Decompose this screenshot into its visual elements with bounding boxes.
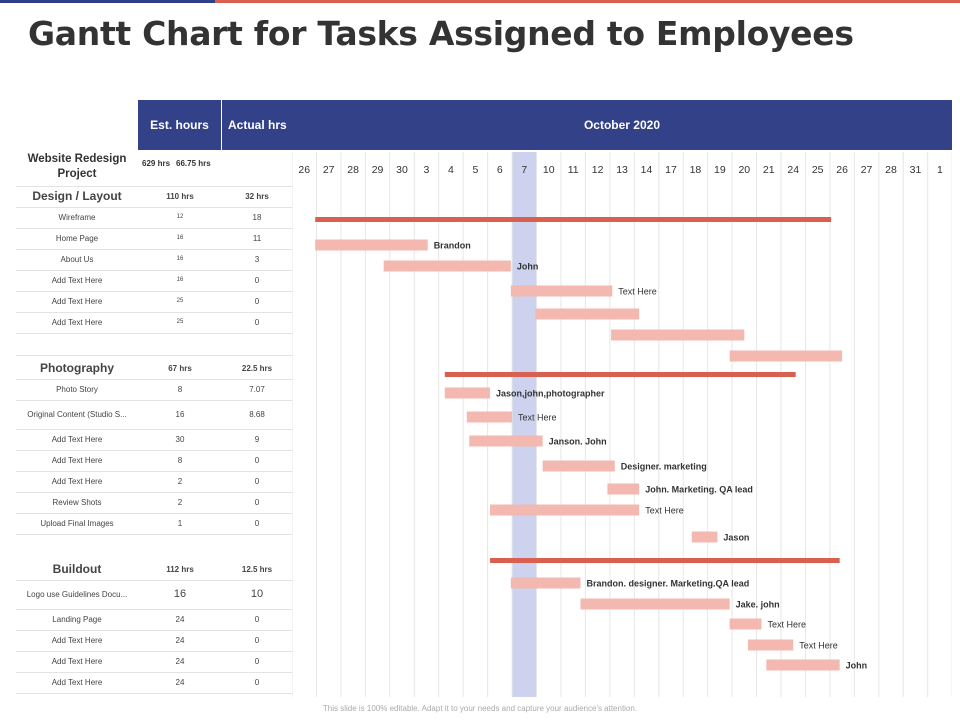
date-label: 10	[542, 164, 555, 176]
table-row	[16, 291, 292, 313]
task-name: Photo Story	[56, 385, 98, 394]
task-name: Add Text Here	[51, 297, 103, 306]
task-bar	[611, 330, 744, 341]
task-bar-label: Text Here	[618, 286, 657, 297]
project-name: Website Redesign Project	[27, 153, 127, 180]
est-hours-cell: 16	[176, 235, 184, 241]
actual-hours-cell: 10	[250, 588, 264, 600]
task-name: Landing Page	[52, 615, 102, 624]
actual-hours-cell: 0	[254, 456, 260, 465]
table-row	[16, 312, 292, 334]
date-label: 4	[448, 164, 454, 176]
task-bar	[445, 388, 490, 399]
est-hours-cell: 2	[177, 498, 183, 507]
table-row	[16, 450, 292, 472]
date-label: 18	[689, 164, 702, 176]
table-row	[16, 672, 292, 694]
date-label: 7	[521, 164, 528, 176]
actual-hours-header: Actual hrs	[228, 118, 287, 132]
est-hours-header: Est. hours	[150, 118, 209, 132]
est-hours-cell: 24	[175, 615, 185, 624]
date-label: 5	[472, 164, 479, 176]
task-bar	[535, 309, 639, 320]
actual-hours-cell: 0	[254, 477, 260, 486]
group-row	[16, 186, 292, 208]
task-name: Add Text Here	[51, 318, 103, 327]
task-bar	[581, 599, 730, 610]
page-title: Gantt Chart for Tasks Assigned to Employees	[28, 14, 854, 53]
actual-hours-cell: 22.5 hrs	[241, 364, 273, 373]
est-hours-cell: 16	[175, 410, 185, 419]
task-bar-label: John	[845, 660, 868, 671]
task-name: Add Text Here	[51, 636, 103, 645]
date-label: 21	[762, 164, 775, 176]
date-label: 17	[665, 164, 677, 176]
actual-hours-cell: 7.07	[249, 385, 265, 394]
est-hours-cell: 16	[176, 256, 184, 262]
est-hours-cell: 16	[176, 277, 184, 283]
task-bar-label: Janson. John	[548, 436, 607, 447]
table-row	[16, 400, 292, 430]
group-row	[16, 358, 292, 380]
task-bar	[511, 286, 612, 297]
today-highlight-band	[512, 152, 536, 697]
actual-hours-cell: 0	[254, 657, 260, 666]
task-bar-label: Text Here	[645, 505, 684, 516]
table-row	[16, 471, 292, 493]
date-label: 6	[496, 164, 503, 176]
task-bar-label: John. Marketing. QA lead	[645, 484, 753, 495]
actual-hours-cell	[222, 333, 292, 355]
est-hours-cell: 8	[177, 385, 183, 394]
date-label: 28	[885, 164, 897, 176]
date-label: 26	[836, 164, 848, 176]
task-bar	[384, 261, 511, 272]
table-row	[16, 270, 292, 292]
top-accent-right	[215, 0, 960, 3]
date-label: 12	[591, 164, 604, 176]
est-hours-cell: 24	[175, 636, 185, 645]
est-hours-cell: 1	[177, 519, 183, 528]
task-name: Home Page	[55, 234, 99, 243]
actual-hours-cell: 0	[254, 615, 260, 624]
summary-bar	[315, 217, 831, 222]
date-label: 3	[423, 164, 430, 176]
actual-hours-cell: 12.5 hrs	[241, 565, 273, 574]
table-row	[16, 651, 292, 673]
est-hours-cell: 2	[177, 477, 183, 486]
gantt-timeline	[292, 152, 952, 697]
task-name: Add Text Here	[51, 435, 103, 444]
date-label: 31	[909, 164, 922, 176]
task-bar-label: Designer. marketing	[620, 461, 707, 472]
project-row	[16, 152, 292, 187]
date-label: 24	[787, 164, 800, 176]
task-name	[16, 333, 138, 355]
task-name: Add Text Here	[51, 477, 103, 486]
actual-hours-cell: 9	[254, 435, 260, 444]
est-hours-cell: 12	[176, 214, 184, 220]
task-bar	[766, 660, 839, 671]
date-label: 29	[371, 164, 384, 176]
task-bar	[730, 619, 762, 630]
task-bar	[607, 484, 639, 495]
task-name: Original Content (Studio S...	[27, 410, 127, 419]
actual-hours-cell: 32 hrs	[245, 192, 269, 201]
task-name: About Us	[60, 255, 94, 264]
actual-hours-cell: 0	[254, 318, 260, 327]
project-cell	[16, 152, 138, 186]
project-est-hours: 629 hrs	[142, 159, 171, 168]
date-label: 19	[714, 164, 726, 176]
task-bar	[467, 412, 512, 423]
date-label: 28	[347, 164, 359, 176]
actual-hours-cell	[222, 152, 292, 186]
table-row	[16, 630, 292, 652]
table-row	[16, 333, 292, 356]
task-bar	[748, 640, 793, 651]
date-label: 30	[396, 164, 408, 176]
task-name: Add Text Here	[51, 276, 103, 285]
est-hours-cell: 24	[175, 657, 185, 666]
task-name: Add Text Here	[51, 657, 103, 666]
table-row	[16, 379, 292, 401]
actual-hours-cell: 0	[254, 297, 260, 306]
est-hours-cell: 25	[176, 319, 184, 325]
table-row	[16, 580, 292, 610]
actual-hours-cell: 8.68	[249, 410, 265, 419]
est-hours-cell: 25	[176, 298, 184, 304]
task-bar-label: Jason,john,photographer	[496, 388, 605, 399]
date-label: 14	[640, 164, 653, 176]
actual-hours-cell: 18	[252, 213, 262, 222]
task-name: Add Text Here	[51, 678, 103, 687]
task-bar-label: Jake. john	[735, 599, 780, 610]
table-row	[16, 249, 292, 271]
date-label: 11	[567, 164, 579, 176]
group-name: Photography	[40, 361, 114, 375]
task-bar-label: Text Here	[799, 640, 838, 651]
est-hours-cell: 8	[177, 456, 183, 465]
date-label: 27	[860, 164, 873, 176]
month-header: October 2020	[583, 118, 661, 132]
date-label: 25	[811, 164, 824, 176]
date-label: 20	[738, 164, 751, 176]
task-name: Review Shots	[52, 498, 102, 507]
task-name: Upload Final Images	[40, 519, 114, 528]
table-row	[16, 429, 292, 451]
task-bar	[511, 578, 581, 589]
actual-hours-cell: 0	[254, 498, 260, 507]
summary-bar	[490, 558, 840, 563]
task-bar	[543, 461, 615, 472]
est-hours-cell: 24	[175, 678, 185, 687]
task-bar-label: Text Here	[767, 619, 806, 630]
task-bar-label: John	[516, 261, 539, 272]
actual-hours-cell: 0	[254, 678, 260, 687]
est-hours-cell: 110 hrs	[166, 192, 194, 201]
task-name: Wireframe	[58, 213, 96, 222]
table-row	[16, 228, 292, 250]
group-name: Design / Layout	[32, 189, 122, 203]
task-bar	[692, 532, 718, 543]
actual-hours-cell: 11	[252, 234, 262, 243]
actual-hours-cell: 0	[254, 276, 260, 285]
date-label: 13	[616, 164, 628, 176]
task-bar-label: Brandon. designer. Marketing.QA lead	[586, 578, 750, 589]
footer-note: This slide is 100% editable. Adapt it to your needs and capture your audience's attention.	[322, 704, 638, 713]
est-hours-cell	[138, 333, 222, 355]
task-bar	[490, 505, 639, 516]
task-bar	[730, 351, 842, 362]
group-name: Buildout	[52, 562, 102, 576]
task-table	[16, 0, 292, 720]
est-hours-cell: 112 hrs	[166, 565, 194, 574]
est-hours-cell: 16	[173, 588, 187, 600]
table-row	[16, 609, 292, 631]
task-bar-label: Brandon	[433, 240, 471, 251]
group-row	[16, 559, 292, 581]
task-name: Add Text Here	[51, 456, 103, 465]
task-name: Logo use Guidelines Docu...	[26, 590, 128, 599]
summary-bar	[445, 372, 796, 377]
actual-hours-cell: 3	[254, 255, 260, 264]
task-bar	[315, 240, 427, 251]
est-hours-cell	[138, 152, 222, 186]
est-hours-cell: 67 hrs	[168, 364, 192, 373]
table-row	[16, 207, 292, 229]
table-row	[16, 492, 292, 514]
actual-hours-cell: 0	[254, 636, 260, 645]
date-label: 1	[937, 164, 943, 176]
date-label: 26	[298, 164, 311, 176]
task-bar-label: Text Here	[518, 412, 557, 423]
table-row	[16, 513, 292, 535]
actual-hours-cell: 0	[254, 519, 260, 528]
project-actual-hours: 66.75 hrs	[176, 159, 211, 168]
task-bar	[469, 436, 542, 447]
est-hours-cell: 30	[175, 435, 185, 444]
task-bar-label: Jason	[723, 532, 750, 543]
date-label: 27	[322, 164, 335, 176]
